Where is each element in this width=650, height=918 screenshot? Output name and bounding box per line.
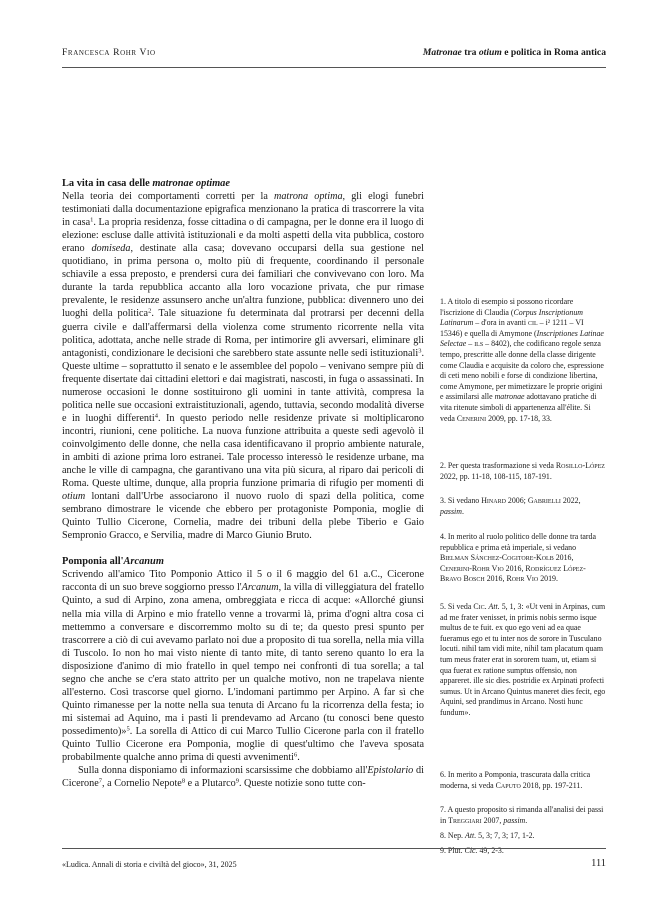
footnote-ref-2[interactable]: 2 — [148, 307, 152, 315]
footnote-7: 7. A questo proposito si rimanda all'analisi dei passi in Treggiari 2007, passim. — [440, 805, 604, 825]
footnote-ref-3[interactable]: 3 — [418, 347, 422, 355]
footnote-3: 3. Si vedano Hinard 2006; Gabrielli 2022, passim. — [440, 496, 581, 516]
page-number: 111 — [591, 858, 606, 869]
running-header-title: Matronae tra otium e politica in Roma antica — [422, 47, 606, 58]
footnote-9: 9. Plut. Cic. 49, 2-3. — [440, 846, 504, 855]
footnote-ref-8[interactable]: 8 — [181, 777, 186, 785]
footnote-1: 1. A titolo di esempio si possono ricordare l'iscrizione di Claudia (Corpus Inscriptionum Latinarum – d'ora in avanti cil – i² 1211 – VI 15346) e quella di Amymone (Inscriptiones Latinae Selectae – ils – 8402), che codificano regole senza tempo, prescritte alle donne della classe dirigente come Claudia e acquisite da coloro che, espressione di ceti meno nobili e forse di condizione libertina, come Amymone, per mimetizzare le proprie origini e assimilarsi alle matronae adottavano pratiche di vita ritenute simboli di appartenenza all'élite. Si veda Cenerini 2009, pp. 17-18, 33. — [440, 297, 604, 423]
footnote-8: 8. Nep. Att. 5, 3; 7, 3; 17, 1-2. — [440, 831, 535, 840]
footnote-ref-6[interactable]: 6 — [293, 751, 298, 759]
footnote-ref-9[interactable]: 9 — [235, 777, 239, 785]
footer-rule — [62, 848, 606, 849]
main-text-column — [62, 177, 424, 790]
paragraph-2: Scrivendo all'amico Tito Pomponio Attico il 5 o il 6 maggio del 61 a.C., Cicerone racconta di un suo breve soggiorno presso l'Arcanum, la villa di villeggiatura del fratello Quinto, a sud di Arpino, zona amena, ombreggiata e ricca di acque: «Allorché giunsi nella mia villa di Arpino e mio fratello venne a trovarmi là, prima d'ogni altra cosa ci mettemmo a conversare e discorremmo molto su di te; da questo presi spunto per trascorrere a ciò di cui avevamo parlato noi due a proposito di tua sorella, nella mia villa di Tuscolo. Io non ho mai visto niente di tanto mite, di tanto sereno quanto lo era la disposizione d'animo di mio fratello in quel tempo nei confronti di tua sorella; a tal segno che anche se c'era stato attrito per un qualche motivo, non ne trapelava niente all'esterno. Così trascorse quel giorno. L'indomani partimmo per Arpino. A far sì che Quinto rimanesse per la notte nella sua tenuta di Arcano fu la ricorrenza della festa; io mi sistemai ad Aquino, ma i pasti li prendevamo ad Arcano (tu conosci bene questo possedimento)»$^5$. La sorella di Attico di cui Marco Tullio Cicerone parla con il fratello Quinto Tullio Cicerone era Pomponia, moglie di quest'ultimo che l'aveva sposata probabilmente qualche anno prima di questi avvenimenti$^6$. — [62, 569, 424, 764]
footnote-ref-4[interactable]: 4 — [154, 412, 158, 420]
footnote-2: 2. Per questa trasformazione si veda Rosillo-López 2022, pp. 11-18, 108-115, 187-191. — [440, 461, 605, 481]
section-heading-1: La vita in casa delle matronae optimae — [62, 178, 230, 189]
header-rule — [62, 67, 606, 68]
paragraph-1: Nella teoria dei comportamenti corretti per la matrona optima, gli elogi funebri testimoniati dalla documentazione epigrafica menzionano la pratica di trascorrere la vita in casa$^1$. La propria residenza, fosse cittadina o di campagna, per le donne era il luogo di elezione: escluse dalle attività istituzionali e da molti aspetti della vita pubblica, costoro erano domiseda, destinate alla casa; dovevano occuparsi della sua gestione nel quotidiano, in prima persona o, molto più di frequente, coordinando il personale schiavile a essa preposto, e prendersi cura dei familiari che convivevano con loro. Ma durante la tarda repubblica accanto alla loro vocazione privata, che pur rimase prevalente, le residenze assunsero anche un'altra funzione, pubblica: divennero uno dei luoghi della politica$^2$. Tale situazione fu determinata dal protrarsi per decenni della guerra civile e dall'affermarsi della violenza come strumento ricorrente nella vita politica, adottata, anche nelle strade di Roma, per intimorire gli avversari, eliminare gli antagonisti, condizionare le decisioni che sarebbero state assunte nelle sedi istituzionali$^3$. Queste ultime – soprattutto il senato e le assemblee del popolo – venivano sempre più di frequente disertate dai cittadini elettori e dai magistrati, nascosti, in fuga o assassinati. In numerose occasioni le donne sostituirono gli uomini in tante attività, compresa la politica nelle sue occasioni extraistituzionali, agendo, tuttavia, secondo modalità diverse e in luoghi differenti$^4$. In questo periodo nelle residenze private si moltiplicarono incontri, riunioni, cene politiche. La nuova funzione attribuita a queste sedi agevolò il coinvolgimento delle donne, che nella casa identificavano il proprio ambiente naturale, in ambiti di azione prima loro estranei. Tale processo interessò le residenze urbane, ma anche le ville di campagna, che garantivano una vita più sicura, al riparo dai pericoli di Roma. Queste ultime, dunque, alla propria funzione primaria di rifugio per momenti di otium lontani dall'Urbe associarono il nuovo ruolo di spazi della politica, come sembrano dimostrare le vicende che ebbero per protagoniste Pomponia, moglie di Quinto Tullio Cicerone, Cornelia, madre dei tribuni della plebe Tiberio e Gaio Sempronio Gracco, e Servilia, madre di Marco Giunio Bruto. — [62, 191, 425, 542]
footnote-ref-1[interactable]: 1 — [90, 216, 94, 224]
footnote-6: 6. In merito a Pomponia, trascurata dalla critica moderna, si veda Caputo 2018, pp. 197-211. — [440, 770, 591, 790]
footnote-ref-5[interactable]: 5 — [126, 725, 130, 733]
footnote-ref-7[interactable]: 7 — [98, 777, 103, 785]
section-heading-2: Pomponia all'Arcanum — [62, 556, 164, 568]
paragraph-3: Sulla donna disponiamo di informazioni scarsissime che dobbiamo all'Epistolario di Cicerone$^7$, a Cornelio Nepote$^8$ e a Plutarco$^9$. Queste notizie sono tutte con- — [62, 765, 424, 790]
journal-citation: «Ludica. Annali di storia e civiltà del gioco», 31, 2025 — [62, 860, 237, 869]
footnote-5: 5. Si veda Cic. Att. 5, 1, 3: «Ut veni in Arpinas, cum ad me frater venisset, in primis nobis sermo isque multus de te fuit. ex quo ego veni ad ea quae fueramus ego et tu inter nos de sorore in Tusculano locuti. nihil tam vidi mite, nihil tam placatum quam tum meus frater erat in sororem tuam, ut, etiam si qua fuerat ex ratione sumptus offensio, non appareret. ille sic dies. postridie ex Arpinati profecti sumus. Ut in Arcano Quintus maneret dies fecit, ego Aquini, sed prandimus in Arcano. Nosti hunc fundum». — [440, 602, 606, 717]
running-header — [62, 47, 606, 61]
running-header-author: Francesca Rohr Vio — [62, 47, 156, 58]
footnote-4: 4. In merito al ruolo politico delle donne tra tarda repubblica e prima età imperiale, si vedano Bielman Sánchez-Cogitore-Kolb 2016, Cenerini-Rohr Vio 2016, Rodríguez López-Bravo Bosch 2016, Rohr Vio 2019. — [440, 532, 597, 584]
